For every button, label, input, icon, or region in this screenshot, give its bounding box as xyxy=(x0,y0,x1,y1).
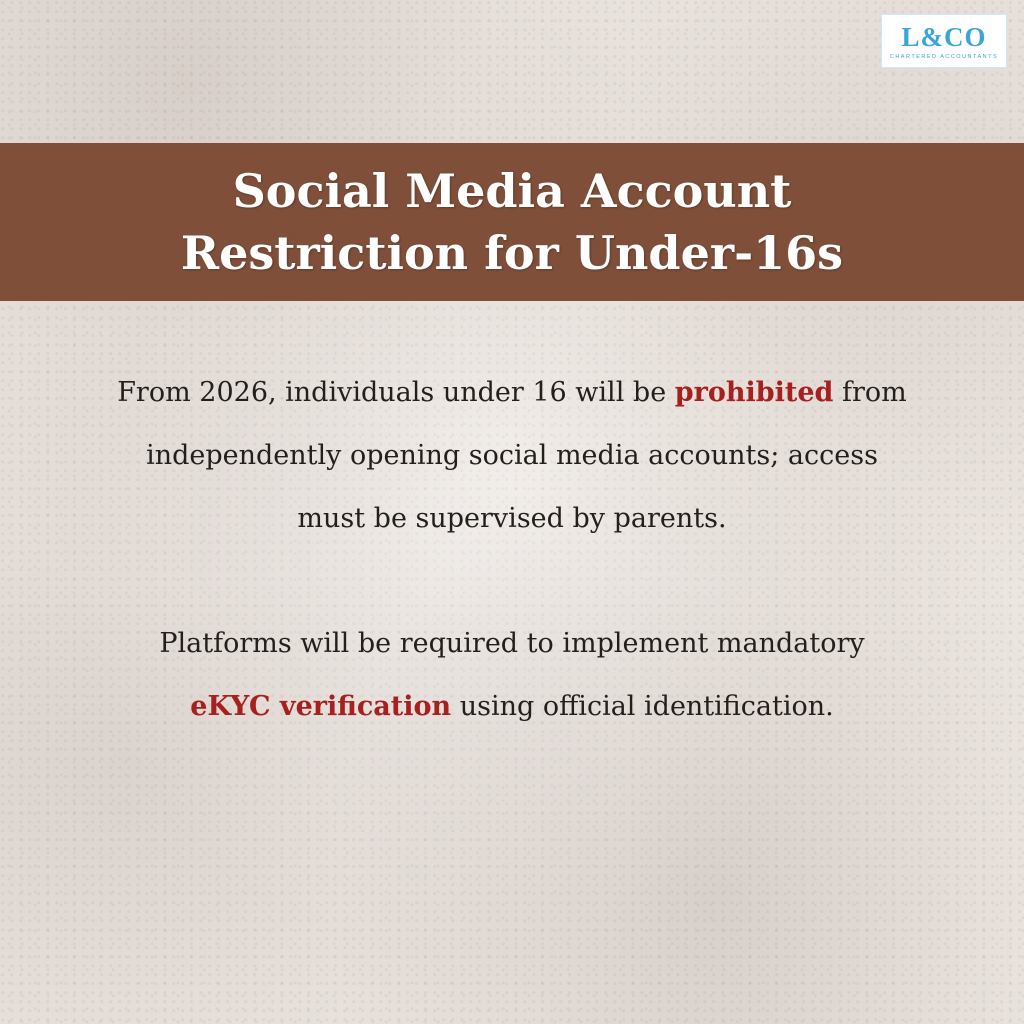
title-banner xyxy=(0,143,1024,301)
title-line-1: Social Media Account xyxy=(232,164,792,218)
paragraph-ekyc xyxy=(40,612,984,738)
logo-wordmark: L&CO xyxy=(901,21,987,52)
paragraph-2-line-2 xyxy=(40,675,984,738)
paragraph-2-line-1: Platforms will be required to implement mandatory xyxy=(159,628,865,659)
paragraph-1-line-3: must be supervised by parents. xyxy=(297,503,727,534)
company-logo xyxy=(881,14,1007,68)
paragraph-1-line-1 xyxy=(40,361,984,424)
highlight-ekyc: eKYC verification xyxy=(190,691,452,722)
paragraph-1-line-2: independently opening social media accounts; access xyxy=(146,440,878,471)
p1-text-before: From 2026, individuals under 16 will be xyxy=(117,377,675,408)
title-line-2: Restriction for Under-16s xyxy=(180,226,844,280)
p2-text-after: using official identification. xyxy=(451,691,834,722)
logo-tagline: CHARTERED ACCOUNTANTS xyxy=(889,53,999,60)
p1-text-after: from xyxy=(833,377,907,408)
highlight-prohibited: prohibited xyxy=(674,377,834,408)
paragraph-age-restriction xyxy=(40,361,984,550)
